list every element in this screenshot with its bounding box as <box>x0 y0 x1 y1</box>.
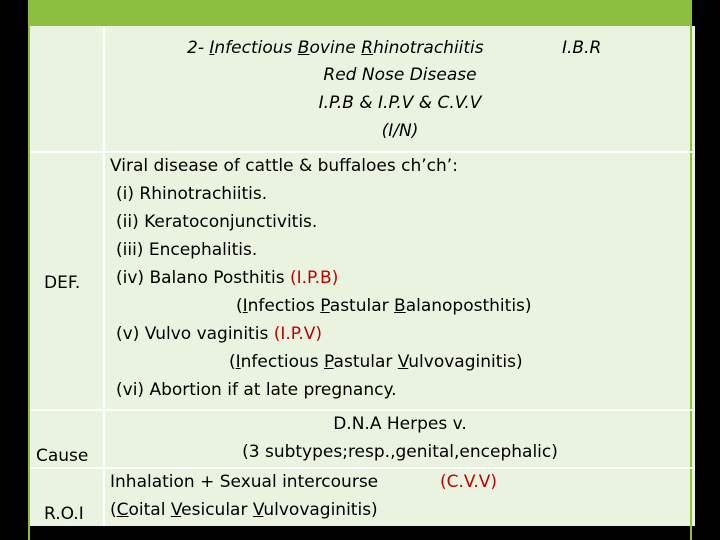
left-accent-bar <box>28 26 30 540</box>
row-divider-header <box>30 151 695 153</box>
definition-item-4: (iv) Balano Posthitis (I.P.B) <box>116 268 339 288</box>
roi-line-2: (Coital Vesicular Vulvovaginitis) <box>110 500 378 520</box>
row-divider-def <box>30 409 695 411</box>
route-note: (I/N) <box>381 121 419 141</box>
page-subtitle: Red Nose Disease <box>323 65 477 85</box>
roi-line-1: Inhalation + Sexual intercourse <box>110 472 379 492</box>
cause-agent: D.N.A Herpes v. <box>333 414 467 434</box>
accent-square <box>14 50 28 84</box>
row-label-roi: R.O.I <box>44 504 84 524</box>
definition-item-3: (iii) Encephalitis. <box>116 240 258 260</box>
row-label-definition: DEF. <box>44 273 81 293</box>
page-title: 2- Infectious Bovine Rhinotrachiitis <box>187 38 484 58</box>
definition-item-6: (vi) Abortion if at late pregnancy. <box>116 380 397 400</box>
ipb-abbreviation: (I.P.B) <box>289 268 339 288</box>
definition-item-2: (ii) Keratoconjunctivitis. <box>116 212 318 232</box>
definition-item-4-expansion: (Infectios Pastular Balanoposthitis) <box>236 296 532 316</box>
cause-subtypes: (3 subtypes;resp.,genital,encephalic) <box>242 442 558 462</box>
definition-item-5: (v) Vulvo vaginitis (I.P.V) <box>116 324 323 344</box>
definition-item-5-expansion: (Infectious Pastular Vulvovaginitis) <box>229 352 523 372</box>
disease-abbreviations: I.P.B & I.P.V & C.V.V <box>318 93 482 113</box>
title-abbreviation: I.B.R <box>562 38 602 58</box>
top-accent-bar <box>28 0 692 26</box>
definition-item-1: (i) Rhinotrachiitis. <box>116 184 268 204</box>
row-divider-cause <box>30 467 695 469</box>
ipv-abbreviation: (I.P.V) <box>273 324 323 344</box>
definition-intro: Viral disease of cattle & buffaloes ch’ch’: <box>110 156 458 176</box>
cvv-abbreviation: (C.V.V) <box>440 472 498 492</box>
row-label-cause: Cause <box>36 446 89 466</box>
